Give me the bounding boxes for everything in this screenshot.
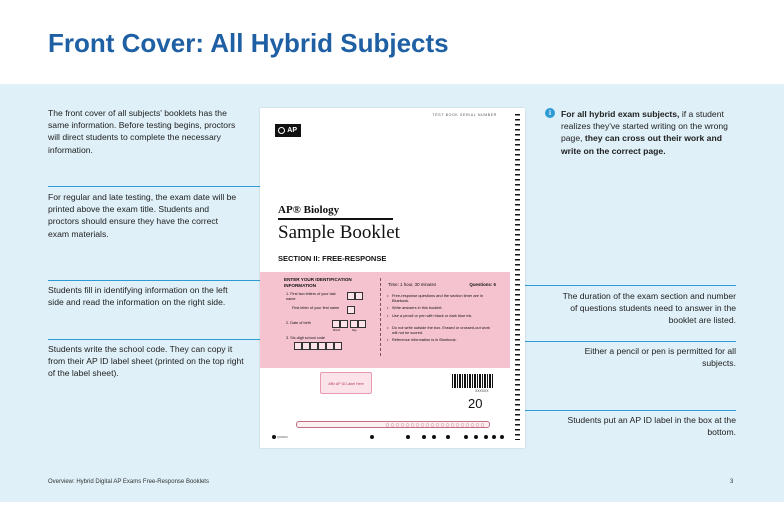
registration-mark xyxy=(500,435,504,439)
input-box xyxy=(355,292,363,300)
registration-mark xyxy=(370,435,374,439)
id-heading: ENTER YOUR IDENTIFICATION INFORMATION xyxy=(284,277,352,288)
callout-fill-in: Students fill in identifying information on the left side and read the information on the right side. xyxy=(48,285,228,308)
exam-time: Time: 1 hour, 30 minutes xyxy=(388,282,437,287)
input-box xyxy=(340,320,348,328)
form-number: 20 xyxy=(468,396,483,411)
callout-exam-date: For regular and late testing, the exam date will be printed above the exam title. Students and proctors should ensure they have the correct exam materials. xyxy=(48,192,237,239)
input-box xyxy=(326,342,334,350)
instruction-item: • Reference information is in Bluebook. xyxy=(392,338,492,343)
page-title: Front Cover: All Hybrid Subjects xyxy=(48,28,449,58)
input-box xyxy=(347,306,355,314)
input-box xyxy=(347,292,355,300)
callout-same-info: The front cover of all subjects' booklets has the same information. Before testing begins, proctors will direct students to complete the necessary information. xyxy=(48,108,236,155)
field-first-initial: First letter of your first name xyxy=(292,306,340,310)
registration-mark xyxy=(492,435,496,439)
instruction-item: • Free-response questions and the section timer are in Bluebook. xyxy=(392,294,492,303)
connector-fill-in xyxy=(48,280,286,281)
exam-name: AP® Biology xyxy=(278,204,340,216)
field-school-code: 3. Six-digit school code xyxy=(286,336,326,340)
instruction-item: • Use a pencil or pen with black or dark blue ink. xyxy=(392,314,492,319)
timing-track xyxy=(515,114,520,440)
bubble-row xyxy=(296,421,490,428)
field-dob: 2. Date of birth xyxy=(286,321,311,325)
dob-month: Month xyxy=(333,329,341,332)
booklet-title: Sample Booklet xyxy=(278,222,400,243)
callout-info xyxy=(561,108,741,157)
instruction-item: • Do not write outside the box. Erased or crossed-out work will not be scored. xyxy=(392,326,492,335)
field-last-name: 1. First two letters of your last name xyxy=(286,292,336,301)
registration-mark xyxy=(464,435,468,439)
registration-mark xyxy=(432,435,436,439)
registration-mark xyxy=(422,435,426,439)
footer-text: Overview: Hybrid Digital AP Exams Free-Response Booklets xyxy=(48,479,209,485)
panel-divider xyxy=(380,278,381,356)
registration-mark xyxy=(406,435,410,439)
exam-rule xyxy=(278,218,393,220)
callout-pencil: Either a pencil or pen is permitted for all subjects. xyxy=(584,346,736,369)
bubble-dots xyxy=(385,423,485,427)
callout-school-code: Students write the school code. They can copy it from their AP ID label sheet (printed on the top right of the label sheet). xyxy=(48,344,244,379)
barcode-number: XXXXXX xyxy=(475,389,489,393)
connector-school-code xyxy=(48,339,288,340)
input-box xyxy=(302,342,310,350)
info-icon: i xyxy=(545,108,555,118)
ap-logo xyxy=(275,124,301,137)
serial-number-label: TEST BOOK SERIAL NUMBER xyxy=(432,113,497,117)
ap-id-label-box: Affix AP ID Label Here xyxy=(320,372,372,394)
info-bold-2: they can cross out their work and write on the correct page. xyxy=(561,133,722,156)
section-label: SECTION II: FREE-RESPONSE xyxy=(278,254,387,263)
registration-mark xyxy=(272,435,276,439)
input-box xyxy=(294,342,302,350)
ap-emblem-icon xyxy=(278,127,285,134)
page-number: 3 xyxy=(730,479,734,485)
exam-time-row xyxy=(388,282,496,287)
info-bold-1: For all hybrid exam subjects, xyxy=(561,109,680,119)
ap-logo-text: AP xyxy=(287,127,297,134)
instruction-item: • Write answers in this booklet. xyxy=(392,306,492,311)
callout-ap-id: Students put an AP ID label in the box at the bottom. xyxy=(567,415,736,438)
registration-mark xyxy=(446,435,450,439)
booklet-front-cover xyxy=(260,108,525,448)
connector-exam-date xyxy=(48,186,286,187)
input-box xyxy=(318,342,326,350)
registration-mark xyxy=(484,435,488,439)
dob-day: Day xyxy=(352,329,357,332)
question-count: Questions: 6 xyxy=(469,282,496,287)
input-box xyxy=(310,342,318,350)
bottom-code: Q00000 xyxy=(277,435,288,439)
input-box xyxy=(358,320,366,328)
barcode xyxy=(452,374,494,388)
registration-mark xyxy=(474,435,478,439)
input-box xyxy=(332,320,340,328)
info-plain-1: if a student realizes they've started writing on the wrong page, xyxy=(561,109,728,144)
input-box xyxy=(334,342,342,350)
callout-duration: The duration of the exam section and number of questions students need to answer in the booklet are listed. xyxy=(562,291,736,326)
input-box xyxy=(350,320,358,328)
